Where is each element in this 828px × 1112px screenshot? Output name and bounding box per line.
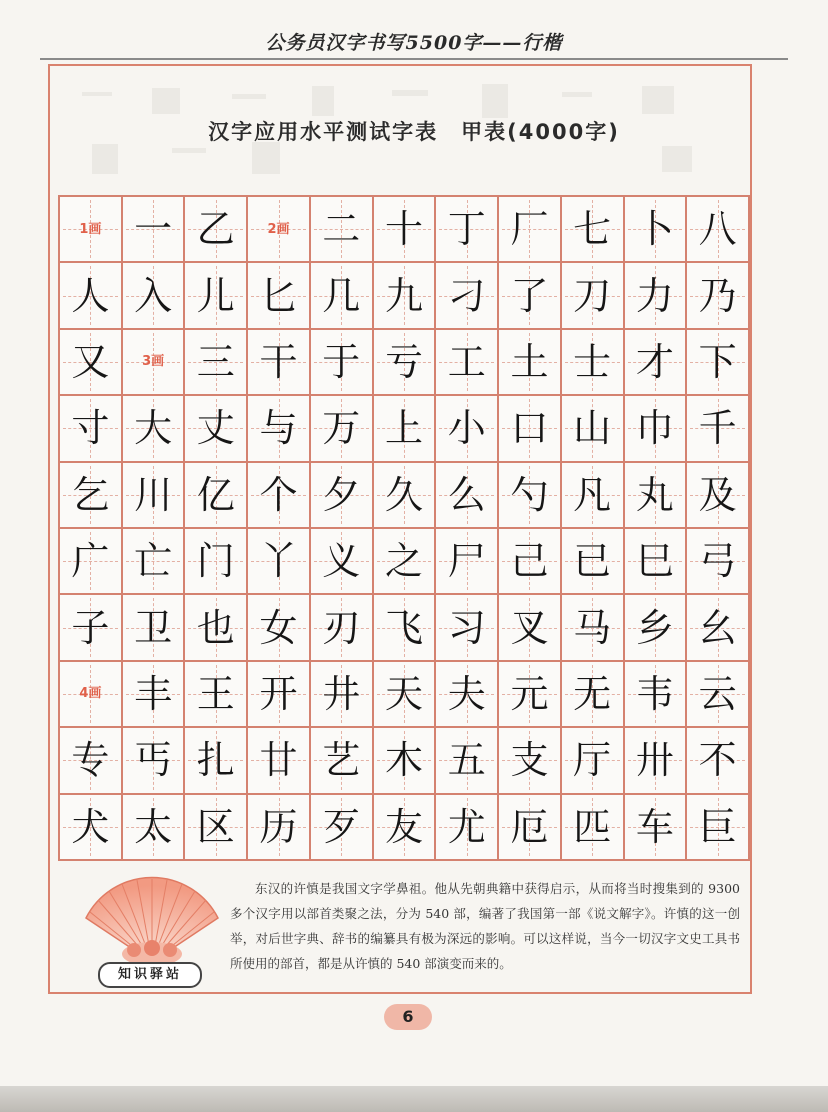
character-glyph: 门 — [196, 539, 235, 584]
character-cell — [60, 595, 123, 661]
character-cell — [687, 463, 750, 529]
character-glyph: 丐 — [134, 738, 173, 783]
character-glyph: 犬 — [71, 804, 110, 849]
character-glyph: 云 — [698, 671, 737, 716]
character-glyph: 亏 — [384, 339, 423, 384]
character-cell — [311, 396, 374, 462]
character-cell — [185, 396, 248, 462]
character-cell — [185, 330, 248, 396]
character-glyph: 匹 — [573, 804, 612, 849]
character-glyph: 夫 — [447, 671, 486, 716]
character-cell — [374, 463, 437, 529]
character-cell — [374, 595, 437, 661]
character-cell — [60, 529, 123, 595]
stroke-count-label — [60, 662, 123, 728]
character-cell — [185, 197, 248, 263]
character-glyph: 五 — [447, 738, 486, 783]
character-glyph: 上 — [384, 406, 423, 451]
character-glyph: 王 — [196, 671, 235, 716]
character-cell — [248, 263, 311, 329]
character-glyph: 子 — [71, 605, 110, 650]
character-glyph: 支 — [510, 738, 549, 783]
character-cell — [374, 396, 437, 462]
character-glyph: 巨 — [698, 804, 737, 849]
character-cell — [374, 662, 437, 728]
character-cell — [311, 463, 374, 529]
character-glyph: 也 — [196, 605, 235, 650]
character-glyph: 厂 — [510, 207, 549, 252]
character-cell — [123, 595, 186, 661]
character-glyph: 巾 — [635, 406, 674, 451]
stroke-count-text: 3画 — [142, 354, 165, 370]
character-cell — [436, 728, 499, 794]
character-cell — [687, 529, 750, 595]
character-cell — [311, 197, 374, 263]
character-glyph: 马 — [573, 605, 612, 650]
character-cell — [374, 529, 437, 595]
character-glyph: 人 — [71, 273, 110, 318]
character-cell — [248, 795, 311, 861]
character-glyph: 廿 — [259, 738, 298, 783]
character-glyph: 历 — [259, 804, 298, 849]
stroke-count-label — [248, 197, 311, 263]
character-glyph: 工 — [447, 339, 486, 384]
character-cell — [60, 330, 123, 396]
knowledge-station-badge: 知识驿站 — [98, 962, 202, 988]
character-cell — [123, 396, 186, 462]
character-cell — [499, 330, 562, 396]
character-cell — [687, 795, 750, 861]
character-cell — [123, 728, 186, 794]
character-cell — [436, 529, 499, 595]
character-cell — [562, 197, 625, 263]
character-glyph: 于 — [322, 339, 361, 384]
character-cell — [562, 396, 625, 462]
character-cell — [123, 529, 186, 595]
character-cell — [311, 263, 374, 329]
running-head: 公务员汉字书写5500字——行楷 — [265, 32, 563, 54]
character-cell — [625, 263, 688, 329]
character-cell — [123, 795, 186, 861]
character-glyph: 又 — [71, 339, 110, 384]
character-cell — [311, 728, 374, 794]
character-glyph: 亡 — [134, 539, 173, 584]
character-glyph: 干 — [259, 339, 298, 384]
character-glyph: 几 — [322, 273, 361, 318]
character-cell — [625, 662, 688, 728]
character-cell — [687, 595, 750, 661]
character-glyph: 匕 — [259, 273, 298, 318]
character-cell — [185, 595, 248, 661]
character-glyph: 个 — [259, 472, 298, 517]
character-glyph: 叉 — [510, 605, 549, 650]
character-glyph: 丰 — [134, 671, 173, 716]
character-cell — [687, 662, 750, 728]
character-glyph: 不 — [698, 738, 737, 783]
character-glyph: 丈 — [196, 406, 235, 451]
character-cell — [123, 263, 186, 329]
character-cell — [499, 728, 562, 794]
character-cell — [374, 728, 437, 794]
character-glyph: 元 — [510, 671, 549, 716]
character-cell — [625, 595, 688, 661]
character-cell — [248, 529, 311, 595]
folding-fan-icon — [82, 870, 222, 970]
character-cell — [248, 595, 311, 661]
stroke-count-text: 4画 — [79, 686, 102, 702]
character-cell — [499, 595, 562, 661]
character-cell — [60, 728, 123, 794]
character-cell — [499, 795, 562, 861]
character-cell — [436, 662, 499, 728]
character-cell — [625, 197, 688, 263]
character-cell — [311, 795, 374, 861]
character-cell — [60, 795, 123, 861]
character-glyph: 艺 — [322, 738, 361, 783]
character-glyph: 士 — [573, 339, 612, 384]
character-cell — [311, 529, 374, 595]
stroke-count-label — [123, 330, 186, 396]
character-glyph: 山 — [573, 406, 612, 451]
character-cell — [499, 263, 562, 329]
character-glyph: 小 — [447, 406, 486, 451]
character-cell — [374, 330, 437, 396]
character-glyph: 下 — [698, 339, 737, 384]
header-rule — [40, 58, 788, 60]
character-cell — [436, 263, 499, 329]
character-glyph: 口 — [510, 406, 549, 451]
character-glyph: 与 — [259, 406, 298, 451]
character-cell — [436, 595, 499, 661]
character-cell — [499, 529, 562, 595]
character-cell — [687, 197, 750, 263]
character-glyph: 入 — [134, 273, 173, 318]
character-cell — [687, 330, 750, 396]
character-glyph: 乞 — [71, 472, 110, 517]
character-cell — [123, 197, 186, 263]
character-cell — [185, 529, 248, 595]
character-glyph: 木 — [384, 738, 423, 783]
character-glyph: 九 — [384, 273, 423, 318]
character-glyph: 才 — [635, 339, 674, 384]
character-glyph: 土 — [510, 339, 549, 384]
character-glyph: 力 — [635, 273, 674, 318]
character-glyph: 飞 — [384, 605, 423, 650]
character-cell — [248, 728, 311, 794]
character-glyph: 开 — [259, 671, 298, 716]
character-glyph: 十 — [384, 207, 423, 252]
character-cell — [374, 263, 437, 329]
character-glyph: 弓 — [698, 539, 737, 584]
character-cell — [248, 463, 311, 529]
character-glyph: 天 — [384, 671, 423, 716]
character-cell — [123, 463, 186, 529]
character-cell — [436, 330, 499, 396]
character-glyph: 厅 — [573, 738, 612, 783]
character-cell — [185, 263, 248, 329]
character-cell — [687, 263, 750, 329]
stroke-count-label — [60, 197, 123, 263]
character-cell — [311, 330, 374, 396]
character-cell — [185, 463, 248, 529]
character-glyph: 刁 — [447, 273, 486, 318]
character-glyph: 无 — [573, 671, 612, 716]
character-glyph: 久 — [384, 472, 423, 517]
character-glyph: 卫 — [134, 605, 173, 650]
character-cell — [625, 529, 688, 595]
character-glyph: 一 — [134, 207, 173, 252]
character-cell — [625, 330, 688, 396]
character-glyph: 丸 — [635, 472, 674, 517]
character-glyph: 亿 — [196, 472, 235, 517]
character-cell — [185, 662, 248, 728]
character-cell — [625, 463, 688, 529]
character-glyph: 义 — [322, 539, 361, 584]
character-cell — [562, 263, 625, 329]
character-glyph: 韦 — [635, 671, 674, 716]
character-glyph: 寸 — [71, 406, 110, 451]
character-glyph: 友 — [384, 804, 423, 849]
page-number: 6 — [384, 1004, 432, 1030]
character-cell — [499, 197, 562, 263]
character-cell — [311, 595, 374, 661]
character-glyph: 二 — [322, 207, 361, 252]
character-cell — [625, 396, 688, 462]
character-glyph: 七 — [573, 207, 612, 252]
character-glyph: 么 — [447, 472, 486, 517]
character-cell — [562, 330, 625, 396]
character-glyph: 八 — [698, 207, 737, 252]
character-cell — [436, 463, 499, 529]
character-cell — [687, 396, 750, 462]
character-cell — [562, 728, 625, 794]
character-glyph: 广 — [71, 539, 110, 584]
character-glyph: 巳 — [635, 539, 674, 584]
character-glyph: 刀 — [573, 273, 612, 318]
character-cell — [499, 396, 562, 462]
character-cell — [123, 662, 186, 728]
character-glyph: 乙 — [196, 207, 235, 252]
character-cell — [60, 396, 123, 462]
character-cell — [436, 795, 499, 861]
character-cell — [436, 197, 499, 263]
character-cell — [562, 662, 625, 728]
character-glyph: 了 — [510, 273, 549, 318]
character-glyph: 专 — [71, 738, 110, 783]
character-glyph: 乃 — [698, 273, 737, 318]
character-cell — [311, 662, 374, 728]
stroke-count-text: 1画 — [79, 221, 102, 237]
character-glyph: 尤 — [447, 804, 486, 849]
character-glyph: 及 — [698, 472, 737, 517]
character-cell — [185, 795, 248, 861]
character-cell — [248, 330, 311, 396]
character-cell — [60, 463, 123, 529]
character-glyph: 千 — [698, 406, 737, 451]
character-cell — [562, 795, 625, 861]
character-glyph: 凡 — [573, 472, 612, 517]
character-glyph: 扎 — [196, 738, 235, 783]
character-glyph: 歹 — [322, 804, 361, 849]
character-glyph: 勺 — [510, 472, 549, 517]
character-glyph: 卜 — [635, 207, 674, 252]
character-glyph: 之 — [384, 539, 423, 584]
character-glyph: 井 — [322, 671, 361, 716]
character-glyph: 川 — [134, 472, 173, 517]
character-glyph: 万 — [322, 406, 361, 451]
character-glyph: 已 — [573, 539, 612, 584]
character-glyph: 大 — [134, 406, 173, 451]
character-cell — [499, 463, 562, 529]
character-glyph: 丁 — [447, 207, 486, 252]
character-cell — [625, 728, 688, 794]
character-glyph: 丫 — [259, 539, 298, 584]
character-glyph: 尸 — [447, 539, 486, 584]
character-cell — [562, 529, 625, 595]
knowledge-text: 东汉的许慎是我国文字学鼻祖。他从先朝典籍中获得启示，从而将当时搜集到的 9300 多个汉字用以部首类聚之法，分为 540 部，编著了我国第一部《说文解字》。许慎的这一创举，对后世字典、辞书的编纂具有极为深远的影响。可以这样说，当今一切汉字文史工具书所使用的部首，都是从许慎的 540 部演变而来的。 — [230, 881, 740, 971]
character-glyph: 太 — [134, 804, 173, 849]
character-cell — [499, 662, 562, 728]
character-grid — [58, 195, 750, 861]
character-glyph: 夕 — [322, 472, 361, 517]
character-cell — [562, 595, 625, 661]
page-edge-shadow — [0, 1086, 828, 1112]
character-glyph: 三 — [196, 339, 235, 384]
character-cell — [562, 463, 625, 529]
character-cell — [248, 396, 311, 462]
stroke-count-text: 2画 — [267, 221, 290, 237]
character-cell — [374, 795, 437, 861]
character-cell — [374, 197, 437, 263]
table-title: 汉字应用水平测试字表 甲表(4000字) — [208, 120, 620, 144]
character-glyph: 乡 — [635, 605, 674, 650]
character-glyph: 厄 — [510, 804, 549, 849]
character-glyph: 区 — [196, 804, 235, 849]
character-glyph: 己 — [510, 539, 549, 584]
knowledge-station — [58, 866, 750, 990]
character-cell — [248, 662, 311, 728]
character-glyph: 幺 — [698, 605, 737, 650]
character-cell — [436, 396, 499, 462]
character-glyph: 女 — [259, 605, 298, 650]
character-glyph: 儿 — [196, 273, 235, 318]
character-glyph: 习 — [447, 605, 486, 650]
character-glyph: 车 — [635, 804, 674, 849]
character-cell — [687, 728, 750, 794]
character-cell — [60, 263, 123, 329]
character-cell — [185, 728, 248, 794]
character-cell — [625, 795, 688, 861]
character-glyph: 卅 — [635, 738, 674, 783]
character-glyph: 刃 — [322, 605, 361, 650]
